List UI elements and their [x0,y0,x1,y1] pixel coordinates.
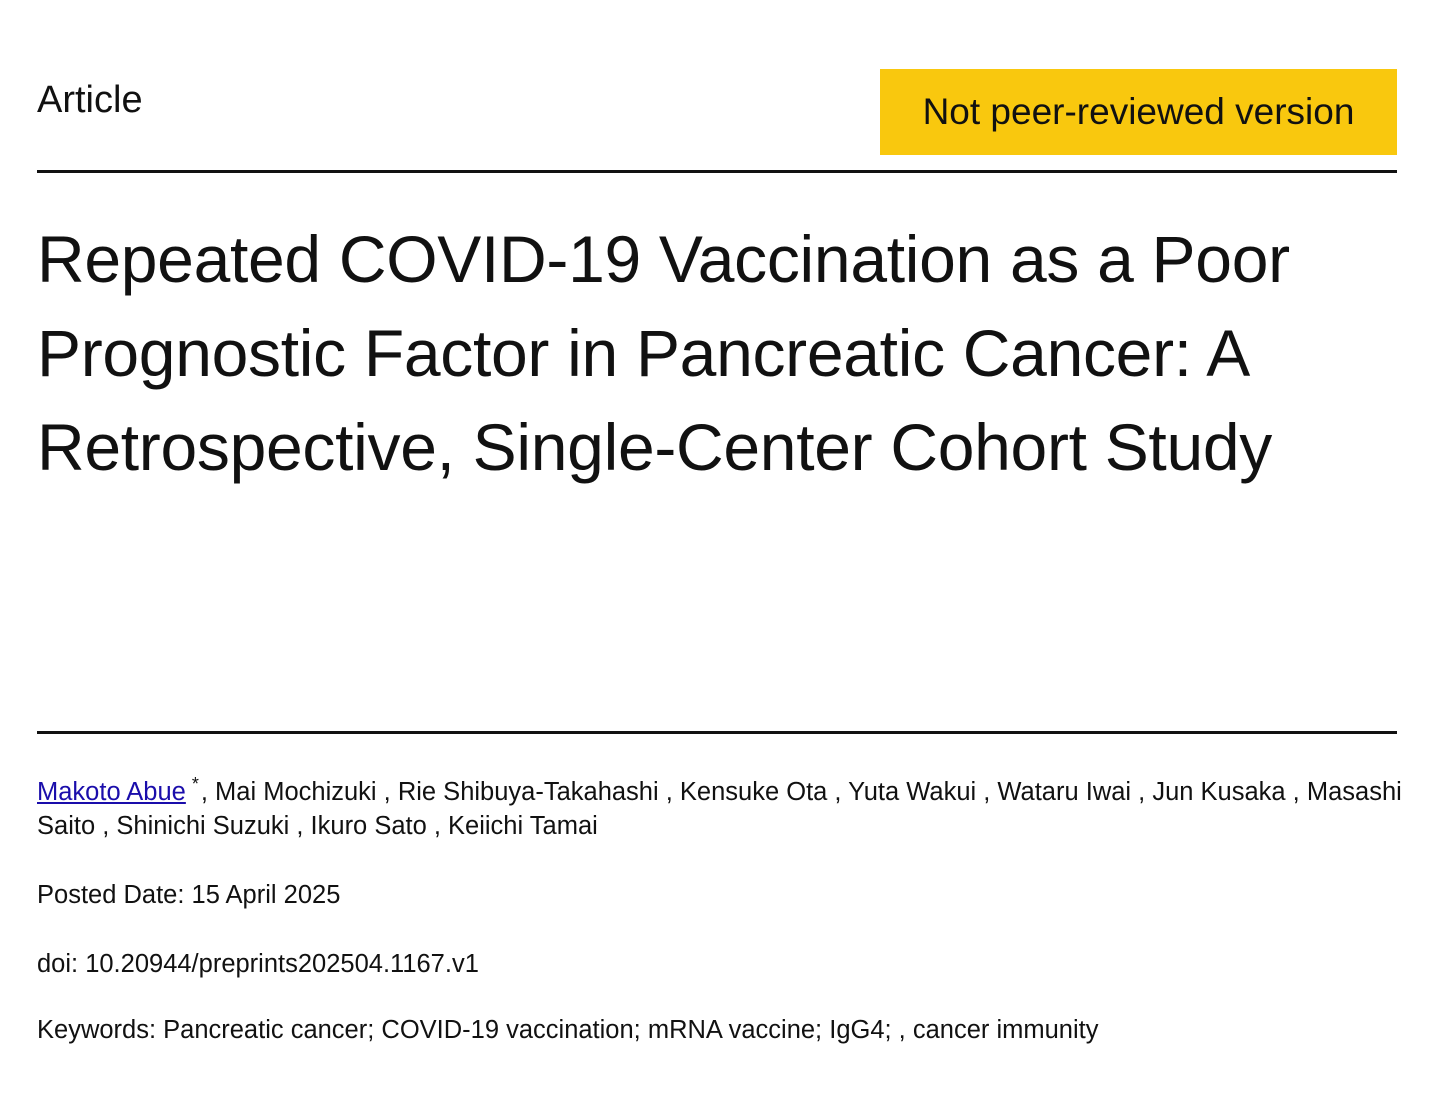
coauthor-names: , Mai Mochizuki , Rie Shibuya-Takahashi , Kensuke Ota , Yuta Wakui , Wataru Iwai , Jun Kusaka , Masashi Saito , Shinichi Suzuki , Ikuro Sato , Keiichi Tamai [37,778,1402,840]
paper-title: Repeated COVID-19 Vaccination as a Poor Prognostic Factor in Pancreatic Cancer: A Retrospective, Single-Center Cohort Study [37,222,1290,484]
article-type-label: Article [37,79,143,121]
header-divider [37,170,1397,173]
corresponding-author-link[interactable]: Makoto Abue [37,778,186,806]
peer-review-status-badge [880,69,1397,155]
posted-date: Posted Date: 15 April 2025 [37,881,341,909]
peer-review-status-text: Not peer-reviewed version [922,91,1355,132]
title-divider [37,731,1397,734]
author-list [37,775,1402,843]
doi-identifier: doi: 10.20944/preprints202504.1167.v1 [37,950,479,978]
corresponding-author-mark: * [191,774,199,794]
keywords-line: Keywords: Pancreatic cancer; COVID-19 vaccination; mRNA vaccine; IgG4; , cancer immunity [37,1016,1099,1044]
